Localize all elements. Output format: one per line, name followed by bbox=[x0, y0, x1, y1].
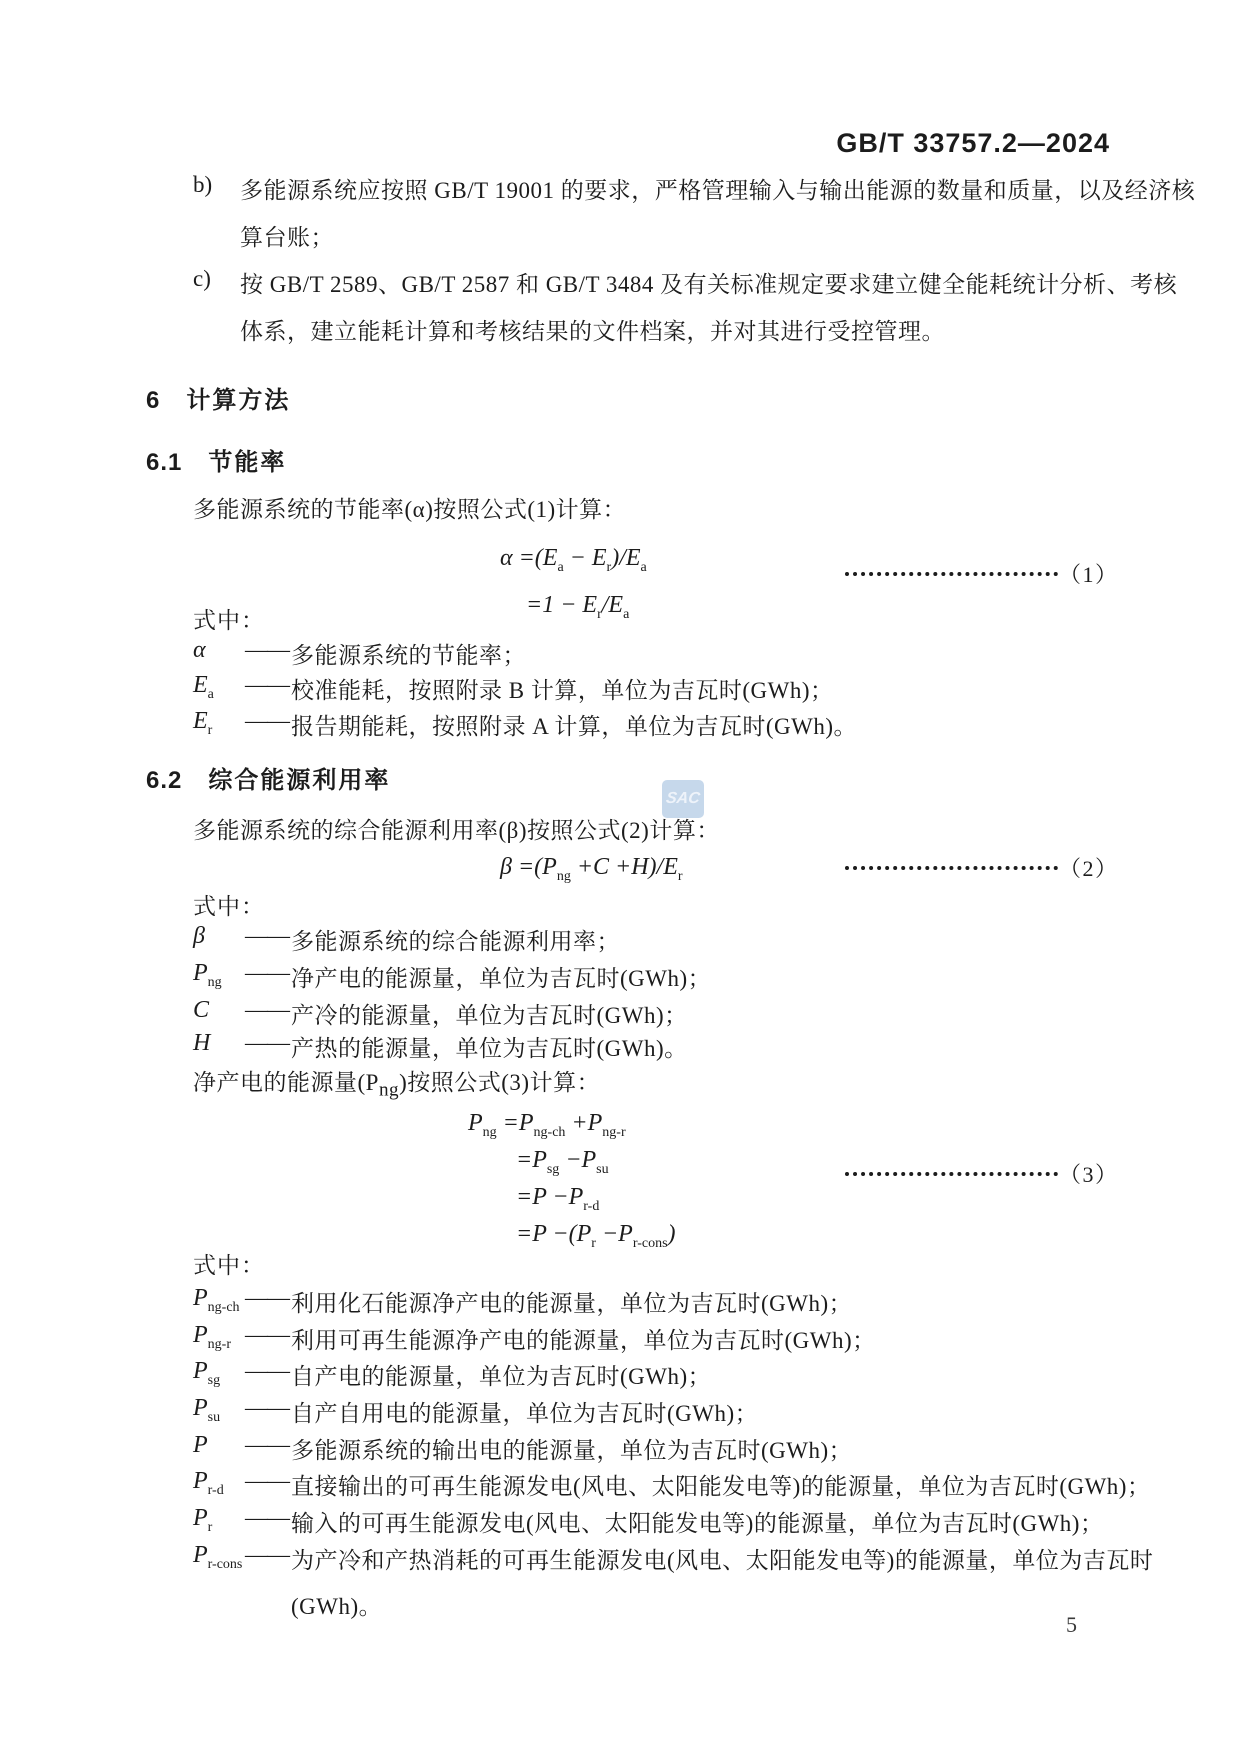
dotted-leader bbox=[845, 572, 1058, 576]
symbol-definition-row bbox=[193, 997, 688, 1030]
formula-1-leader bbox=[845, 557, 1116, 589]
page-number: 5 bbox=[1066, 1612, 1077, 1637]
clause-line: 多能源系统应按照 GB/T 19001 的要求，严格管理输入与输出能源的数量和质量，以及经济核 bbox=[240, 178, 1196, 203]
definition-text: 产冷的能源量，单位为吉瓦时(GWh)； bbox=[291, 1003, 688, 1028]
clause-marker-b: b) bbox=[193, 172, 213, 197]
definition-symbol: β bbox=[193, 923, 205, 949]
formula-line: $=P -(P_r -P_{r-cons})$ bbox=[516, 1221, 676, 1251]
definition-dash: —— bbox=[245, 672, 289, 697]
heading-number: 6.1 bbox=[146, 449, 183, 476]
definition-symbol: C bbox=[193, 997, 210, 1023]
symbol-definition-row bbox=[193, 1542, 1153, 1621]
definition-text: 多能源系统的综合能源利用率； bbox=[291, 929, 620, 954]
definition-symbol: $P_{r-d}$ bbox=[193, 1468, 224, 1498]
formula-3-leader bbox=[845, 1157, 1116, 1189]
symbol-definition-row bbox=[193, 1030, 688, 1063]
section-heading-6-1 bbox=[146, 442, 286, 477]
definition-symbol: $P_{ng}$ bbox=[193, 960, 222, 990]
where-label: 式中： bbox=[193, 608, 265, 633]
symbol-definition-row bbox=[193, 1432, 852, 1465]
paragraph-formula-1-intro: 多能源系统的节能率(α)按照公式(1)计算： bbox=[193, 497, 627, 522]
symbol-definition-row bbox=[193, 1322, 876, 1355]
definition-dash: —— bbox=[245, 1542, 289, 1567]
symbol-definition-row bbox=[193, 960, 711, 993]
definition-symbol: $P_{ng-ch}$ bbox=[193, 1285, 240, 1315]
definition-text: 利用化石能源净产电的能源量，单位为吉瓦时(GWh)； bbox=[291, 1291, 853, 1316]
definition-dash: —— bbox=[245, 1505, 289, 1530]
formula-line: $=1 - E_r/E_a$ bbox=[526, 592, 630, 622]
definition-dash: —— bbox=[245, 1358, 289, 1383]
definition-text-line1: 为产冷和产热消耗的可再生能源发电(风电、太阳能发电等)的能源量，单位为吉瓦时 bbox=[291, 1548, 1154, 1573]
definition-text: 产热的能源量，单位为吉瓦时(GWh)。 bbox=[291, 1036, 688, 1061]
definition-text: 多能源系统的输出电的能源量，单位为吉瓦时(GWh)； bbox=[291, 1438, 853, 1463]
symbol-definition-row bbox=[193, 637, 526, 670]
definition-text: 报告期能耗，按照附录 A 计算，单位为吉瓦时(GWh)。 bbox=[291, 714, 857, 739]
formula-1 bbox=[500, 535, 647, 629]
definition-text: 输入的可再生能源发电(风电、太阳能发电等)的能源量，单位为吉瓦时(GWh)； bbox=[291, 1511, 1104, 1536]
definition-text: 直接输出的可再生能源发电(风电、太阳能发电等)的能源量，单位为吉瓦时(GWh)； bbox=[291, 1474, 1151, 1499]
definition-text: 净产电的能源量，单位为吉瓦时(GWh)； bbox=[291, 966, 712, 991]
heading-number: 6 bbox=[146, 387, 161, 414]
document-code-header: GB/T 33757.2—2024 bbox=[836, 128, 1110, 158]
clause-line: 按 GB/T 2589、GB/T 2587 和 GB/T 3484 及有关标准规定要求建立健全能耗统计分析、考核 bbox=[240, 272, 1178, 297]
definition-symbol: $P_{r-cons}$ bbox=[193, 1542, 243, 1572]
dotted-leader bbox=[845, 1172, 1058, 1176]
definition-symbol: $P_r$ bbox=[193, 1505, 213, 1535]
definition-text: 自产自用电的能源量，单位为吉瓦时(GWh)； bbox=[291, 1401, 759, 1426]
paragraph-formula-2-intro: 多能源系统的综合能源利用率(β)按照公式(2)计算： bbox=[193, 818, 720, 843]
formula-number: （ 2 ） bbox=[1059, 855, 1116, 881]
symbol-definition-row bbox=[193, 672, 833, 705]
definition-dash: —— bbox=[245, 960, 289, 985]
definition-continuation: (GWh)。 bbox=[291, 1594, 383, 1619]
formula-line: $P_{ng} =P_{ng-ch} +P_{ng-r}$ bbox=[468, 1110, 626, 1140]
definition-text: 校准能耗，按照附录 B 计算，单位为吉瓦时(GWh)； bbox=[291, 678, 834, 703]
definition-text: 自产电的能源量，单位为吉瓦时(GWh)； bbox=[291, 1364, 712, 1389]
definition-symbol: H bbox=[193, 1030, 211, 1056]
clause-line: 体系，建立能耗计算和考核结果的文件档案，并对其进行受控管理。 bbox=[240, 319, 945, 344]
symbol-definition-row bbox=[193, 708, 857, 741]
definition-dash: —— bbox=[245, 1030, 289, 1055]
formula-line: $=P -P_{r-d}$ bbox=[516, 1184, 600, 1214]
formula-number: （ 1 ） bbox=[1059, 561, 1116, 587]
heading-title: 计算方法 bbox=[186, 387, 291, 414]
definition-dash: —— bbox=[245, 997, 289, 1022]
formula-2-leader bbox=[845, 851, 1116, 883]
definition-symbol: $P_{sg}$ bbox=[193, 1358, 221, 1388]
dotted-leader bbox=[845, 866, 1058, 870]
heading-title: 节能率 bbox=[208, 449, 287, 476]
formula-3 bbox=[468, 1105, 676, 1253]
formula-2 bbox=[500, 844, 683, 891]
formula-line: $\alpha =(E_a - E_r)/E_a$ bbox=[500, 545, 647, 575]
symbol-definition-row bbox=[193, 1468, 1150, 1501]
symbol-definition-row bbox=[193, 1395, 758, 1428]
symbol-definition-row bbox=[193, 1358, 711, 1391]
clause-marker-c: c) bbox=[193, 266, 211, 291]
symbol-definition-row bbox=[193, 1285, 852, 1318]
where-label: 式中： bbox=[193, 1253, 265, 1278]
symbol-definition-row bbox=[193, 1505, 1103, 1538]
definition-dash: —— bbox=[245, 1285, 289, 1310]
definition-text: 利用可再生能源净产电的能源量，单位为吉瓦时(GWh)； bbox=[291, 1328, 876, 1353]
section-heading-6-2 bbox=[146, 760, 390, 795]
definition-text bbox=[291, 1542, 1153, 1621]
watermark-text: SAC bbox=[664, 790, 702, 807]
definition-symbol: $E_r$ bbox=[193, 708, 213, 738]
definition-dash: —— bbox=[245, 708, 289, 733]
formula-number: （ 3 ） bbox=[1059, 1161, 1116, 1187]
definition-symbol: α bbox=[193, 637, 206, 663]
clause-line: 算台账； bbox=[240, 225, 334, 250]
symbol-definition-row bbox=[193, 923, 620, 956]
definition-dash: —— bbox=[245, 1432, 289, 1457]
definition-dash: —— bbox=[245, 923, 289, 948]
definition-dash: —— bbox=[245, 1468, 289, 1493]
paragraph-formula-3-intro: 净产电的能源量$(P_{ng})$按照公式(3)计算： bbox=[193, 1070, 601, 1101]
definition-dash: —— bbox=[245, 637, 289, 662]
heading-number: 6.2 bbox=[146, 767, 183, 794]
heading-title: 综合能源利用率 bbox=[208, 767, 391, 794]
section-heading-6 bbox=[146, 380, 290, 415]
definition-symbol: $P_{ng-r}$ bbox=[193, 1322, 231, 1352]
definition-dash: —— bbox=[245, 1395, 289, 1420]
where-label: 式中： bbox=[193, 894, 265, 919]
formula-line: $=P_{sg} -P_{su}$ bbox=[516, 1147, 609, 1177]
definition-symbol: $P_{su}$ bbox=[193, 1395, 221, 1425]
formula-line: $\beta =(P_{ng} +C +H)/E_r$ bbox=[500, 854, 683, 884]
definition-symbol: $E_a$ bbox=[193, 672, 214, 702]
definition-text: 多能源系统的节能率； bbox=[291, 643, 526, 668]
definition-dash: —— bbox=[245, 1322, 289, 1347]
definition-symbol: P bbox=[193, 1432, 208, 1458]
